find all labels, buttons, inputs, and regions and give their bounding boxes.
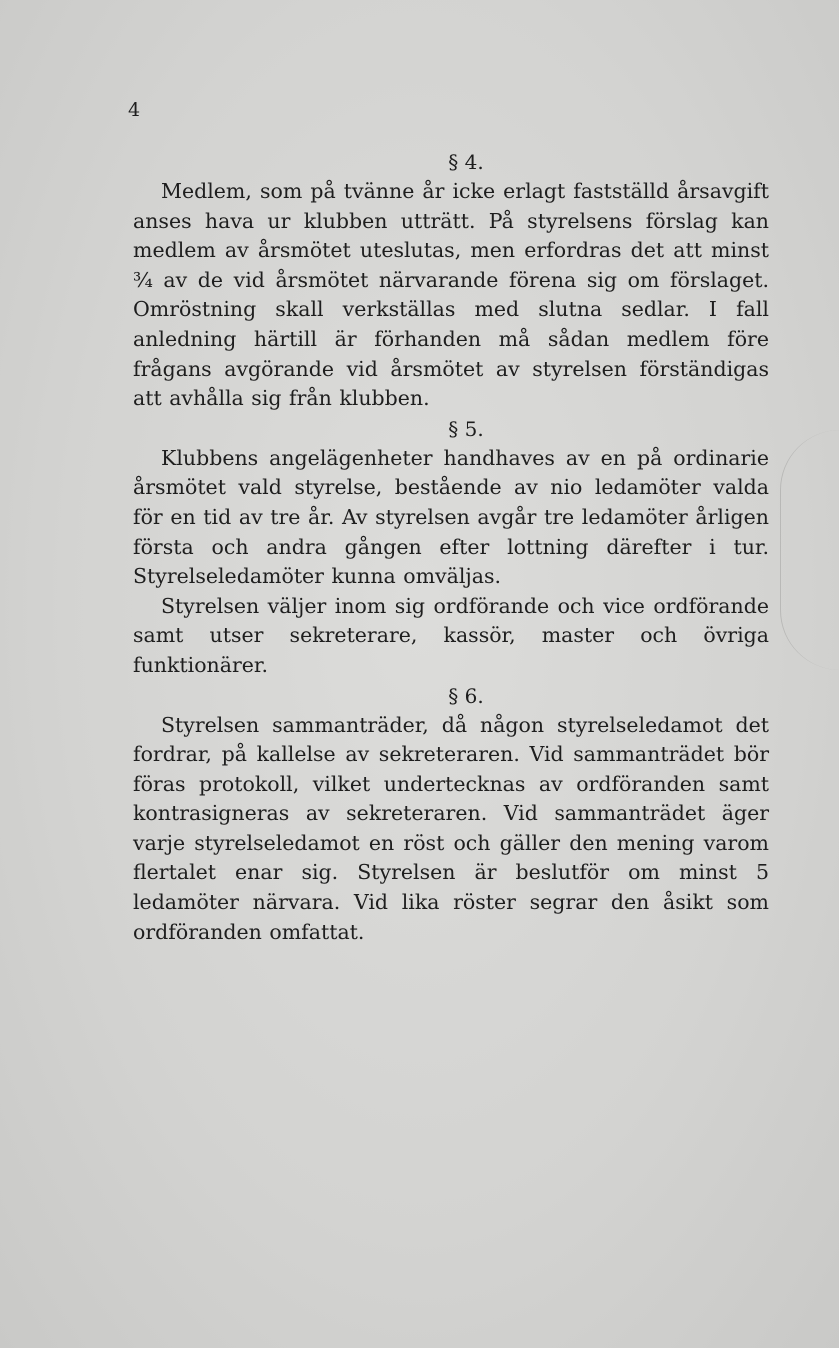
section-heading-4: § 4. — [448, 150, 484, 174]
page-number: 4 — [128, 99, 141, 121]
section-heading-5: § 5. — [448, 416, 484, 441]
document-body — [133, 147, 769, 947]
section-5-paragraph-1: Klubbens angelägenheter handhaves av en på ordinarie årsmötet vald styrelse, bestående av nio ledamöter valda för en tid av tre år. Av styrelsen avgår tre ledamöter årligen första och andra gången efter lottning därefter i tur. Styrelseledamöter kunna omväljas. — [133, 445, 769, 589]
section-heading-6: § 6. — [448, 683, 484, 708]
section-5-paragraph-2: Styrelsen väljer inom sig ordförande och vice ordförande samt utser sekreterare, kassör, master och övriga funktionärer. — [133, 593, 769, 677]
paper-fold-shadow — [780, 430, 839, 670]
section-6-paragraph: Styrelsen sammanträder, då någon styrelseledamot det fordrar, på kallelse av sekreteraren. Vid sammanträdet bör föras protokoll, vilket undertecknas av ordföranden samt kontrasigneras av sekreteraren. Vid sammanträdet äger varje styrelseledamot en röst och gäller den mening varom flertalet enar sig. Styrelsen är beslutför om minst 5 ledamöter närvara. Vid lika röster segrar den åsikt som ordföranden omfattat. — [133, 712, 769, 944]
section-4-paragraph: Medlem, som på tvänne år icke erlagt fastställd årsavgift anses hava ur klubben utträtt. På styrelsens förslag kan medlem av årsmötet uteslutas, men erfordras det att minst ¾ av de vid årsmötet närvarande förena sig om förslaget. Omröstning skall verkställas med slutna sedlar. I fall anledning härtill är förhanden må sådan medlem före frågans avgörande vid årsmötet av styrelsen förständigas att avhålla sig från klubben. — [133, 179, 769, 411]
